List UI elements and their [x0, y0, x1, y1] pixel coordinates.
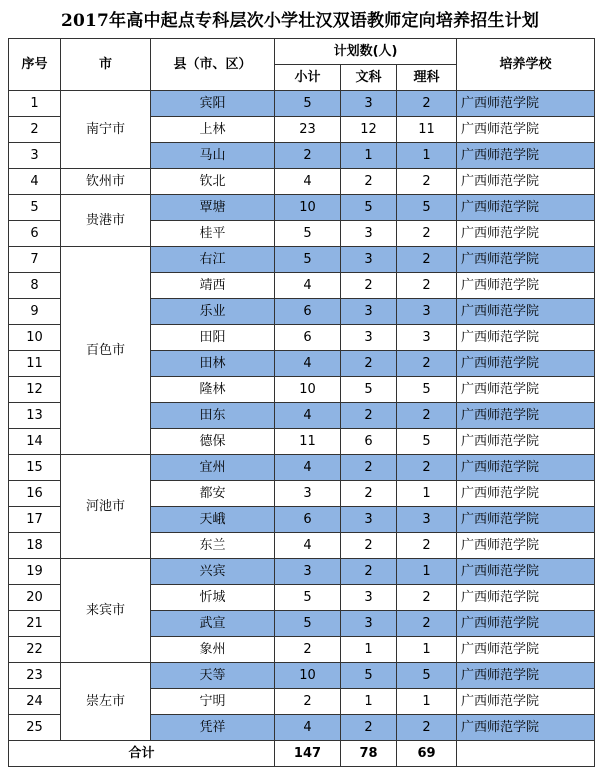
- cell-no: 1: [9, 91, 61, 117]
- cell-science: 2: [397, 351, 457, 377]
- cell-arts: 2: [341, 715, 397, 741]
- cell-no: 19: [9, 559, 61, 585]
- cell-no: 15: [9, 455, 61, 481]
- cell-subtotal: 2: [275, 637, 341, 663]
- cell-school: 广西师范学院: [457, 585, 595, 611]
- cell-science: 3: [397, 507, 457, 533]
- cell-county: 钦北: [151, 169, 275, 195]
- cell-subtotal: 2: [275, 689, 341, 715]
- cell-county: 宾阳: [151, 91, 275, 117]
- cell-school: 广西师范学院: [457, 377, 595, 403]
- cell-county: 天峨: [151, 507, 275, 533]
- cell-no: 18: [9, 533, 61, 559]
- cell-city: 钦州市: [61, 169, 151, 195]
- header-subtotal: 小计: [275, 65, 341, 91]
- cell-subtotal: 3: [275, 559, 341, 585]
- cell-science: 2: [397, 533, 457, 559]
- cell-arts: 3: [341, 247, 397, 273]
- cell-no: 21: [9, 611, 61, 637]
- cell-science: 1: [397, 481, 457, 507]
- cell-no: 10: [9, 325, 61, 351]
- cell-no: 3: [9, 143, 61, 169]
- cell-school: 广西师范学院: [457, 481, 595, 507]
- cell-county: 宜州: [151, 455, 275, 481]
- cell-county: 都安: [151, 481, 275, 507]
- cell-subtotal: 23: [275, 117, 341, 143]
- cell-subtotal: 6: [275, 507, 341, 533]
- cell-science: 3: [397, 299, 457, 325]
- cell-arts: 2: [341, 351, 397, 377]
- cell-school: 广西师范学院: [457, 91, 595, 117]
- cell-subtotal: 6: [275, 325, 341, 351]
- cell-city: 河池市: [61, 455, 151, 559]
- total-subtotal: 147: [275, 741, 341, 767]
- cell-subtotal: 5: [275, 247, 341, 273]
- cell-county: 桂平: [151, 221, 275, 247]
- cell-science: 2: [397, 585, 457, 611]
- cell-no: 24: [9, 689, 61, 715]
- cell-subtotal: 5: [275, 221, 341, 247]
- cell-arts: 3: [341, 507, 397, 533]
- cell-subtotal: 11: [275, 429, 341, 455]
- cell-county: 靖西: [151, 273, 275, 299]
- total-science: 69: [397, 741, 457, 767]
- cell-school: 广西师范学院: [457, 169, 595, 195]
- cell-arts: 3: [341, 585, 397, 611]
- cell-county: 覃塘: [151, 195, 275, 221]
- cell-subtotal: 10: [275, 195, 341, 221]
- cell-city: 崇左市: [61, 663, 151, 741]
- cell-school: 广西师范学院: [457, 611, 595, 637]
- cell-county: 田阳: [151, 325, 275, 351]
- cell-science: 2: [397, 273, 457, 299]
- cell-school: 广西师范学院: [457, 325, 595, 351]
- page-title: 2017年高中起点专科层次小学壮汉双语教师定向培养招生计划: [60, 11, 540, 31]
- cell-county: 天等: [151, 663, 275, 689]
- cell-subtotal: 4: [275, 403, 341, 429]
- header-county: 县（市、区）: [151, 39, 275, 91]
- cell-no: 17: [9, 507, 61, 533]
- cell-city: 南宁市: [61, 91, 151, 169]
- cell-science: 2: [397, 455, 457, 481]
- cell-county: 兴宾: [151, 559, 275, 585]
- cell-county: 隆林: [151, 377, 275, 403]
- cell-arts: 3: [341, 611, 397, 637]
- cell-no: 9: [9, 299, 61, 325]
- cell-subtotal: 4: [275, 533, 341, 559]
- cell-science: 1: [397, 559, 457, 585]
- table-row: [9, 455, 595, 481]
- cell-arts: 2: [341, 455, 397, 481]
- cell-science: 2: [397, 403, 457, 429]
- header-city: 市: [61, 39, 151, 91]
- cell-no: 20: [9, 585, 61, 611]
- cell-science: 2: [397, 247, 457, 273]
- header-arts: 文科: [341, 65, 397, 91]
- table-row: [9, 91, 595, 117]
- cell-arts: 5: [341, 195, 397, 221]
- cell-no: 2: [9, 117, 61, 143]
- cell-county: 象州: [151, 637, 275, 663]
- cell-subtotal: 2: [275, 143, 341, 169]
- total-label: 合计: [9, 741, 275, 767]
- cell-subtotal: 5: [275, 91, 341, 117]
- enrollment-plan-table: [8, 38, 595, 767]
- cell-arts: 2: [341, 169, 397, 195]
- cell-county: 凭祥: [151, 715, 275, 741]
- header-plan: 计划数(人): [275, 39, 457, 65]
- cell-science: 1: [397, 143, 457, 169]
- cell-science: 2: [397, 91, 457, 117]
- cell-county: 上林: [151, 117, 275, 143]
- cell-city: 来宾市: [61, 559, 151, 663]
- cell-subtotal: 4: [275, 715, 341, 741]
- cell-arts: 1: [341, 143, 397, 169]
- cell-arts: 2: [341, 403, 397, 429]
- cell-science: 5: [397, 195, 457, 221]
- cell-science: 5: [397, 429, 457, 455]
- cell-no: 25: [9, 715, 61, 741]
- cell-no: 6: [9, 221, 61, 247]
- cell-school: 广西师范学院: [457, 663, 595, 689]
- cell-school: 广西师范学院: [457, 429, 595, 455]
- table-row: [9, 247, 595, 273]
- header-no: 序号: [9, 39, 61, 91]
- cell-county: 田林: [151, 351, 275, 377]
- cell-arts: 2: [341, 559, 397, 585]
- cell-county: 乐业: [151, 299, 275, 325]
- cell-subtotal: 6: [275, 299, 341, 325]
- cell-science: 2: [397, 611, 457, 637]
- cell-no: 13: [9, 403, 61, 429]
- cell-subtotal: 3: [275, 481, 341, 507]
- cell-no: 4: [9, 169, 61, 195]
- cell-arts: 3: [341, 91, 397, 117]
- total-arts: 78: [341, 741, 397, 767]
- cell-arts: 1: [341, 637, 397, 663]
- cell-school: 广西师范学院: [457, 403, 595, 429]
- table-row: [9, 663, 595, 689]
- cell-school: 广西师范学院: [457, 637, 595, 663]
- cell-science: 3: [397, 325, 457, 351]
- cell-county: 田东: [151, 403, 275, 429]
- table-row: [9, 559, 595, 585]
- cell-school: 广西师范学院: [457, 247, 595, 273]
- cell-subtotal: 10: [275, 663, 341, 689]
- cell-no: 11: [9, 351, 61, 377]
- cell-arts: 3: [341, 299, 397, 325]
- cell-county: 右江: [151, 247, 275, 273]
- cell-school: 广西师范学院: [457, 507, 595, 533]
- cell-school: 广西师范学院: [457, 689, 595, 715]
- cell-arts: 5: [341, 377, 397, 403]
- cell-arts: 5: [341, 663, 397, 689]
- table-row: [9, 169, 595, 195]
- cell-school: 广西师范学院: [457, 715, 595, 741]
- cell-no: 5: [9, 195, 61, 221]
- cell-no: 16: [9, 481, 61, 507]
- cell-school: 广西师范学院: [457, 351, 595, 377]
- header-school: 培养学校: [457, 39, 595, 91]
- cell-subtotal: 4: [275, 169, 341, 195]
- cell-subtotal: 4: [275, 455, 341, 481]
- cell-subtotal: 4: [275, 273, 341, 299]
- cell-subtotal: 5: [275, 585, 341, 611]
- cell-no: 22: [9, 637, 61, 663]
- cell-county: 忻城: [151, 585, 275, 611]
- cell-school: 广西师范学院: [457, 559, 595, 585]
- cell-county: 宁明: [151, 689, 275, 715]
- cell-science: 1: [397, 637, 457, 663]
- cell-county: 德保: [151, 429, 275, 455]
- cell-arts: 6: [341, 429, 397, 455]
- cell-arts: 2: [341, 481, 397, 507]
- cell-county: 武宣: [151, 611, 275, 637]
- cell-science: 11: [397, 117, 457, 143]
- cell-subtotal: 10: [275, 377, 341, 403]
- cell-science: 2: [397, 715, 457, 741]
- cell-city: 百色市: [61, 247, 151, 455]
- total-row: [9, 741, 595, 767]
- cell-no: 14: [9, 429, 61, 455]
- cell-no: 7: [9, 247, 61, 273]
- cell-science: 2: [397, 169, 457, 195]
- cell-no: 8: [9, 273, 61, 299]
- cell-no: 23: [9, 663, 61, 689]
- cell-arts: 3: [341, 221, 397, 247]
- cell-arts: 1: [341, 689, 397, 715]
- cell-arts: 12: [341, 117, 397, 143]
- total-school-blank: [457, 741, 595, 767]
- cell-subtotal: 4: [275, 351, 341, 377]
- cell-science: 5: [397, 663, 457, 689]
- cell-county: 东兰: [151, 533, 275, 559]
- cell-school: 广西师范学院: [457, 195, 595, 221]
- cell-school: 广西师范学院: [457, 455, 595, 481]
- cell-school: 广西师范学院: [457, 143, 595, 169]
- table-row: [9, 195, 595, 221]
- cell-county: 马山: [151, 143, 275, 169]
- cell-subtotal: 5: [275, 611, 341, 637]
- cell-science: 5: [397, 377, 457, 403]
- cell-school: 广西师范学院: [457, 533, 595, 559]
- cell-school: 广西师范学院: [457, 221, 595, 247]
- cell-no: 12: [9, 377, 61, 403]
- cell-science: 1: [397, 689, 457, 715]
- cell-arts: 2: [341, 273, 397, 299]
- cell-school: 广西师范学院: [457, 299, 595, 325]
- cell-science: 2: [397, 221, 457, 247]
- header-science: 理科: [397, 65, 457, 91]
- cell-city: 贵港市: [61, 195, 151, 247]
- cell-school: 广西师范学院: [457, 117, 595, 143]
- cell-arts: 2: [341, 533, 397, 559]
- cell-school: 广西师范学院: [457, 273, 595, 299]
- cell-arts: 3: [341, 325, 397, 351]
